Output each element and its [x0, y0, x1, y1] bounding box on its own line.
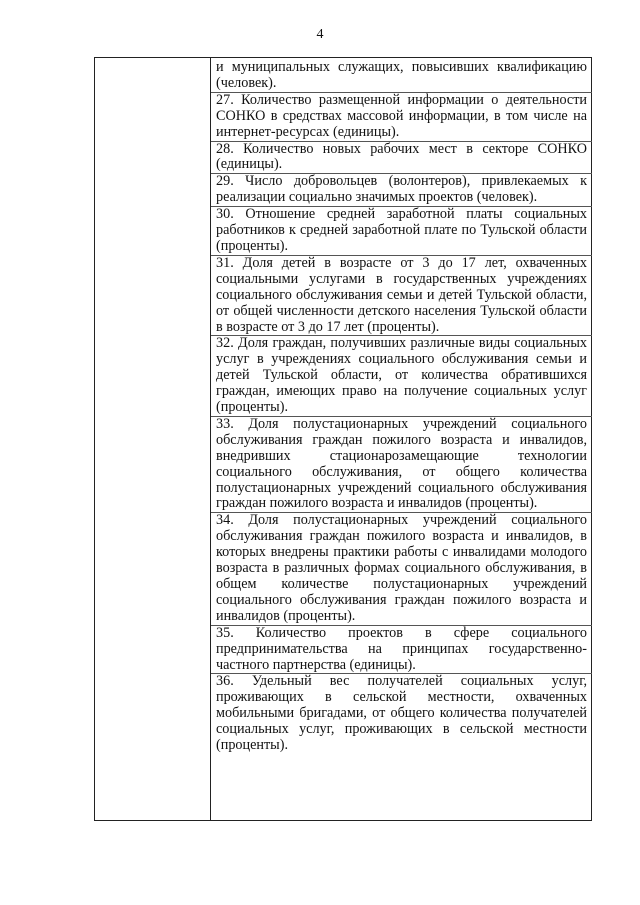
column-divider — [210, 58, 211, 820]
indicator-item: 34. Доля полустационарных учреждений социального обслуживания граждан пожилого возраста и инвалидов, в которых внедрены практики работы с инвалидами молодого возраста в различных формах социального обслуживания, в общем количестве полустационарных учреждений социального обслуживания граждан пожилого возраста и инвалидов (проценты). — [216, 512, 587, 624]
indicator-item: 31. Доля детей в возрасте от 3 до 17 лет, охваченных социальными услугами в государственных учреждениях социального обслуживания семьи и детей Тульской области, от общей численности детского населения Тульской области в возрасте от 3 до 17 лет (проценты). — [216, 254, 587, 335]
indicator-item: и муниципальных служащих, повысивших квалификацию (человек). — [216, 59, 587, 91]
indicator-item: 35. Количество проектов в сфере социального предпринимательства на принципах государственно-частного партнерства (единицы). — [216, 624, 587, 673]
indicator-item: 30. Отношение средней заработной платы социальных работников к средней заработной плате по Тульской области (проценты). — [216, 206, 587, 254]
page-number: 4 — [316, 27, 324, 42]
indicator-item: 32. Доля граждан, получивших различные виды социальных услуг в учреждениях социального обслуживания семьи и детей Тульской области, от количества обратившихся граждан, имеющих право на получение социальных услуг (проценты). — [216, 335, 587, 416]
indicator-item: 33. Доля полустационарных учреждений социального обслуживания граждан пожилого возраста и инвалидов, внедривших стационарозамещающие технологии социального обслуживания, от общего количества полустационарных учреждений социального обслуживания граждан пожилого возраста и инвалидов (проценты). — [216, 415, 587, 512]
indicator-item: 27. Количество размещенной информации о деятельности СОНКО в средствах массовой информации, в том числе на интернет-ресурсах (единицы). — [216, 91, 587, 140]
indicator-list — [216, 60, 587, 754]
indicators-table — [94, 57, 592, 821]
indicator-item: 29. Число добровольцев (волонтеров), привлекаемых к реализации социально значимых проектов (человек). — [216, 173, 587, 206]
indicator-item: 28. Количество новых рабочих мест в секторе СОНКО (единицы). — [216, 140, 587, 173]
indicator-item: 36. Удельный вес получателей социальных услуг, проживающих в сельской местности, охваченных мобильными бригадами, от общего количества получателей социальных услуг, проживающих в сельской местности (проценты). — [216, 673, 587, 754]
